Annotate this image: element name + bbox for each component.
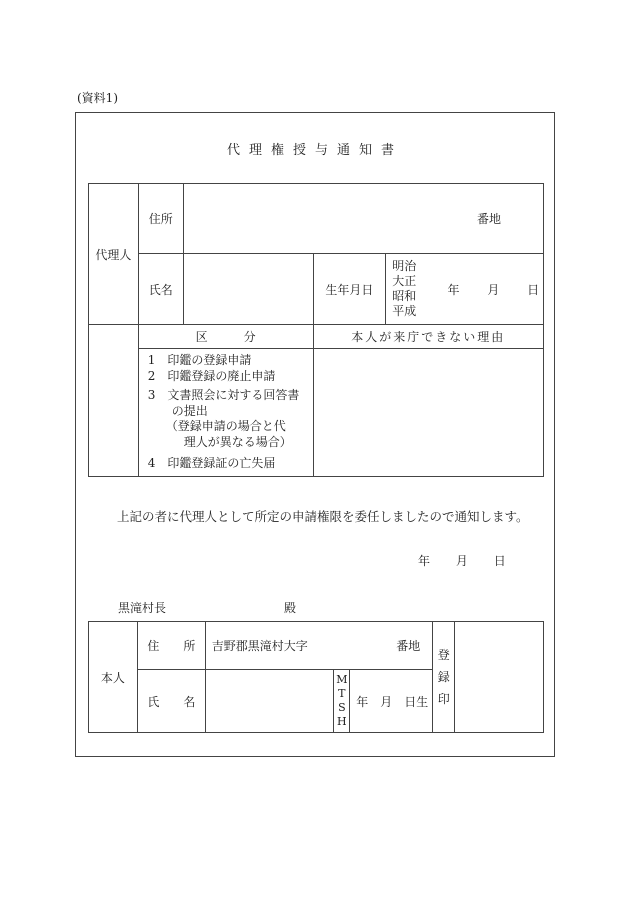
principal-label: 本人 bbox=[89, 622, 138, 733]
principal-name-field[interactable] bbox=[205, 670, 334, 733]
category-item-3-note: （登録申請の場合と代 bbox=[147, 419, 286, 433]
category-blank-cell bbox=[89, 325, 139, 477]
form-title: 代理権授与通知書 bbox=[226, 143, 403, 158]
era-heisei: 平成 bbox=[392, 304, 417, 318]
category-item-1: 1 印鑑の登録申請 bbox=[147, 353, 252, 367]
seal-char-2: 録 bbox=[437, 670, 450, 684]
era-letter-t: T bbox=[338, 687, 346, 700]
seal-char-1: 登 bbox=[437, 648, 450, 662]
statement: 上記の者に代理人として所定の申請権限を委任しましたので通知します。 bbox=[117, 509, 529, 524]
reason-header: 本人が来庁できない理由 bbox=[313, 325, 543, 349]
seal-field[interactable] bbox=[455, 622, 544, 733]
era-showa: 昭和 bbox=[392, 289, 417, 303]
agent-year-unit: 年 bbox=[447, 282, 460, 297]
category-item-3-cont: の提出 bbox=[147, 403, 208, 418]
notice-year-unit: 年 bbox=[418, 554, 431, 568]
era-meiji: 明治 bbox=[392, 259, 417, 273]
notice-date[interactable] bbox=[418, 554, 506, 569]
seal-char-3: 印 bbox=[437, 692, 450, 706]
reason-field[interactable] bbox=[313, 349, 543, 477]
era-letters bbox=[334, 670, 350, 733]
principal-birth-text: 年 月 日生 bbox=[356, 694, 429, 709]
principal-address-label: 住 所 bbox=[137, 622, 205, 670]
category-item-4: 4 印鑑登録証の亡失届 bbox=[147, 456, 276, 470]
category-item-3-note-cont: 理人が異なる場合） bbox=[147, 434, 292, 449]
category-item-2: 2 印鑑登録の廃止申請 bbox=[147, 368, 276, 383]
principal-table bbox=[88, 621, 544, 733]
agent-address-label: 住所 bbox=[138, 184, 183, 254]
notice-month-unit: 月 bbox=[455, 554, 468, 568]
agent-address-suffix: 番地 bbox=[476, 212, 501, 226]
era-letter-s: S bbox=[338, 701, 346, 714]
notice-day-unit: 日 bbox=[493, 554, 506, 568]
addressee-honorific: 殿 bbox=[284, 601, 297, 615]
era-taisho: 大正 bbox=[392, 274, 417, 288]
principal-address-value: 吉野郡黒滝村大字 bbox=[211, 639, 308, 653]
agent-birthdate-label: 生年月日 bbox=[313, 254, 386, 325]
reference-label: (資料1) bbox=[77, 91, 118, 105]
principal-name-label: 氏 名 bbox=[137, 670, 205, 733]
agent-address-field[interactable] bbox=[183, 184, 543, 254]
era-letter-m: M bbox=[336, 673, 348, 686]
category-list bbox=[138, 349, 313, 477]
agent-name-label: 氏名 bbox=[138, 254, 183, 325]
principal-address-suffix: 番地 bbox=[396, 639, 421, 653]
agent-month-unit: 月 bbox=[487, 282, 500, 297]
era-letter-h: H bbox=[337, 715, 347, 728]
agent-day-unit: 日 bbox=[527, 282, 540, 297]
agent-birthdate-field[interactable] bbox=[435, 254, 543, 325]
category-item-3: 3 文書照会に対する回答書 bbox=[147, 388, 300, 402]
agent-name-field[interactable] bbox=[183, 254, 313, 325]
agent-label: 代理人 bbox=[89, 184, 139, 325]
principal-birthdate-field[interactable] bbox=[350, 670, 433, 733]
principal-address-field[interactable] bbox=[205, 622, 433, 670]
agent-era-list bbox=[386, 254, 436, 325]
category-header: 区 分 bbox=[138, 325, 313, 349]
addressee-title: 黒滝村長 bbox=[118, 601, 167, 615]
agent-table bbox=[88, 183, 544, 477]
seal-label bbox=[433, 622, 455, 733]
